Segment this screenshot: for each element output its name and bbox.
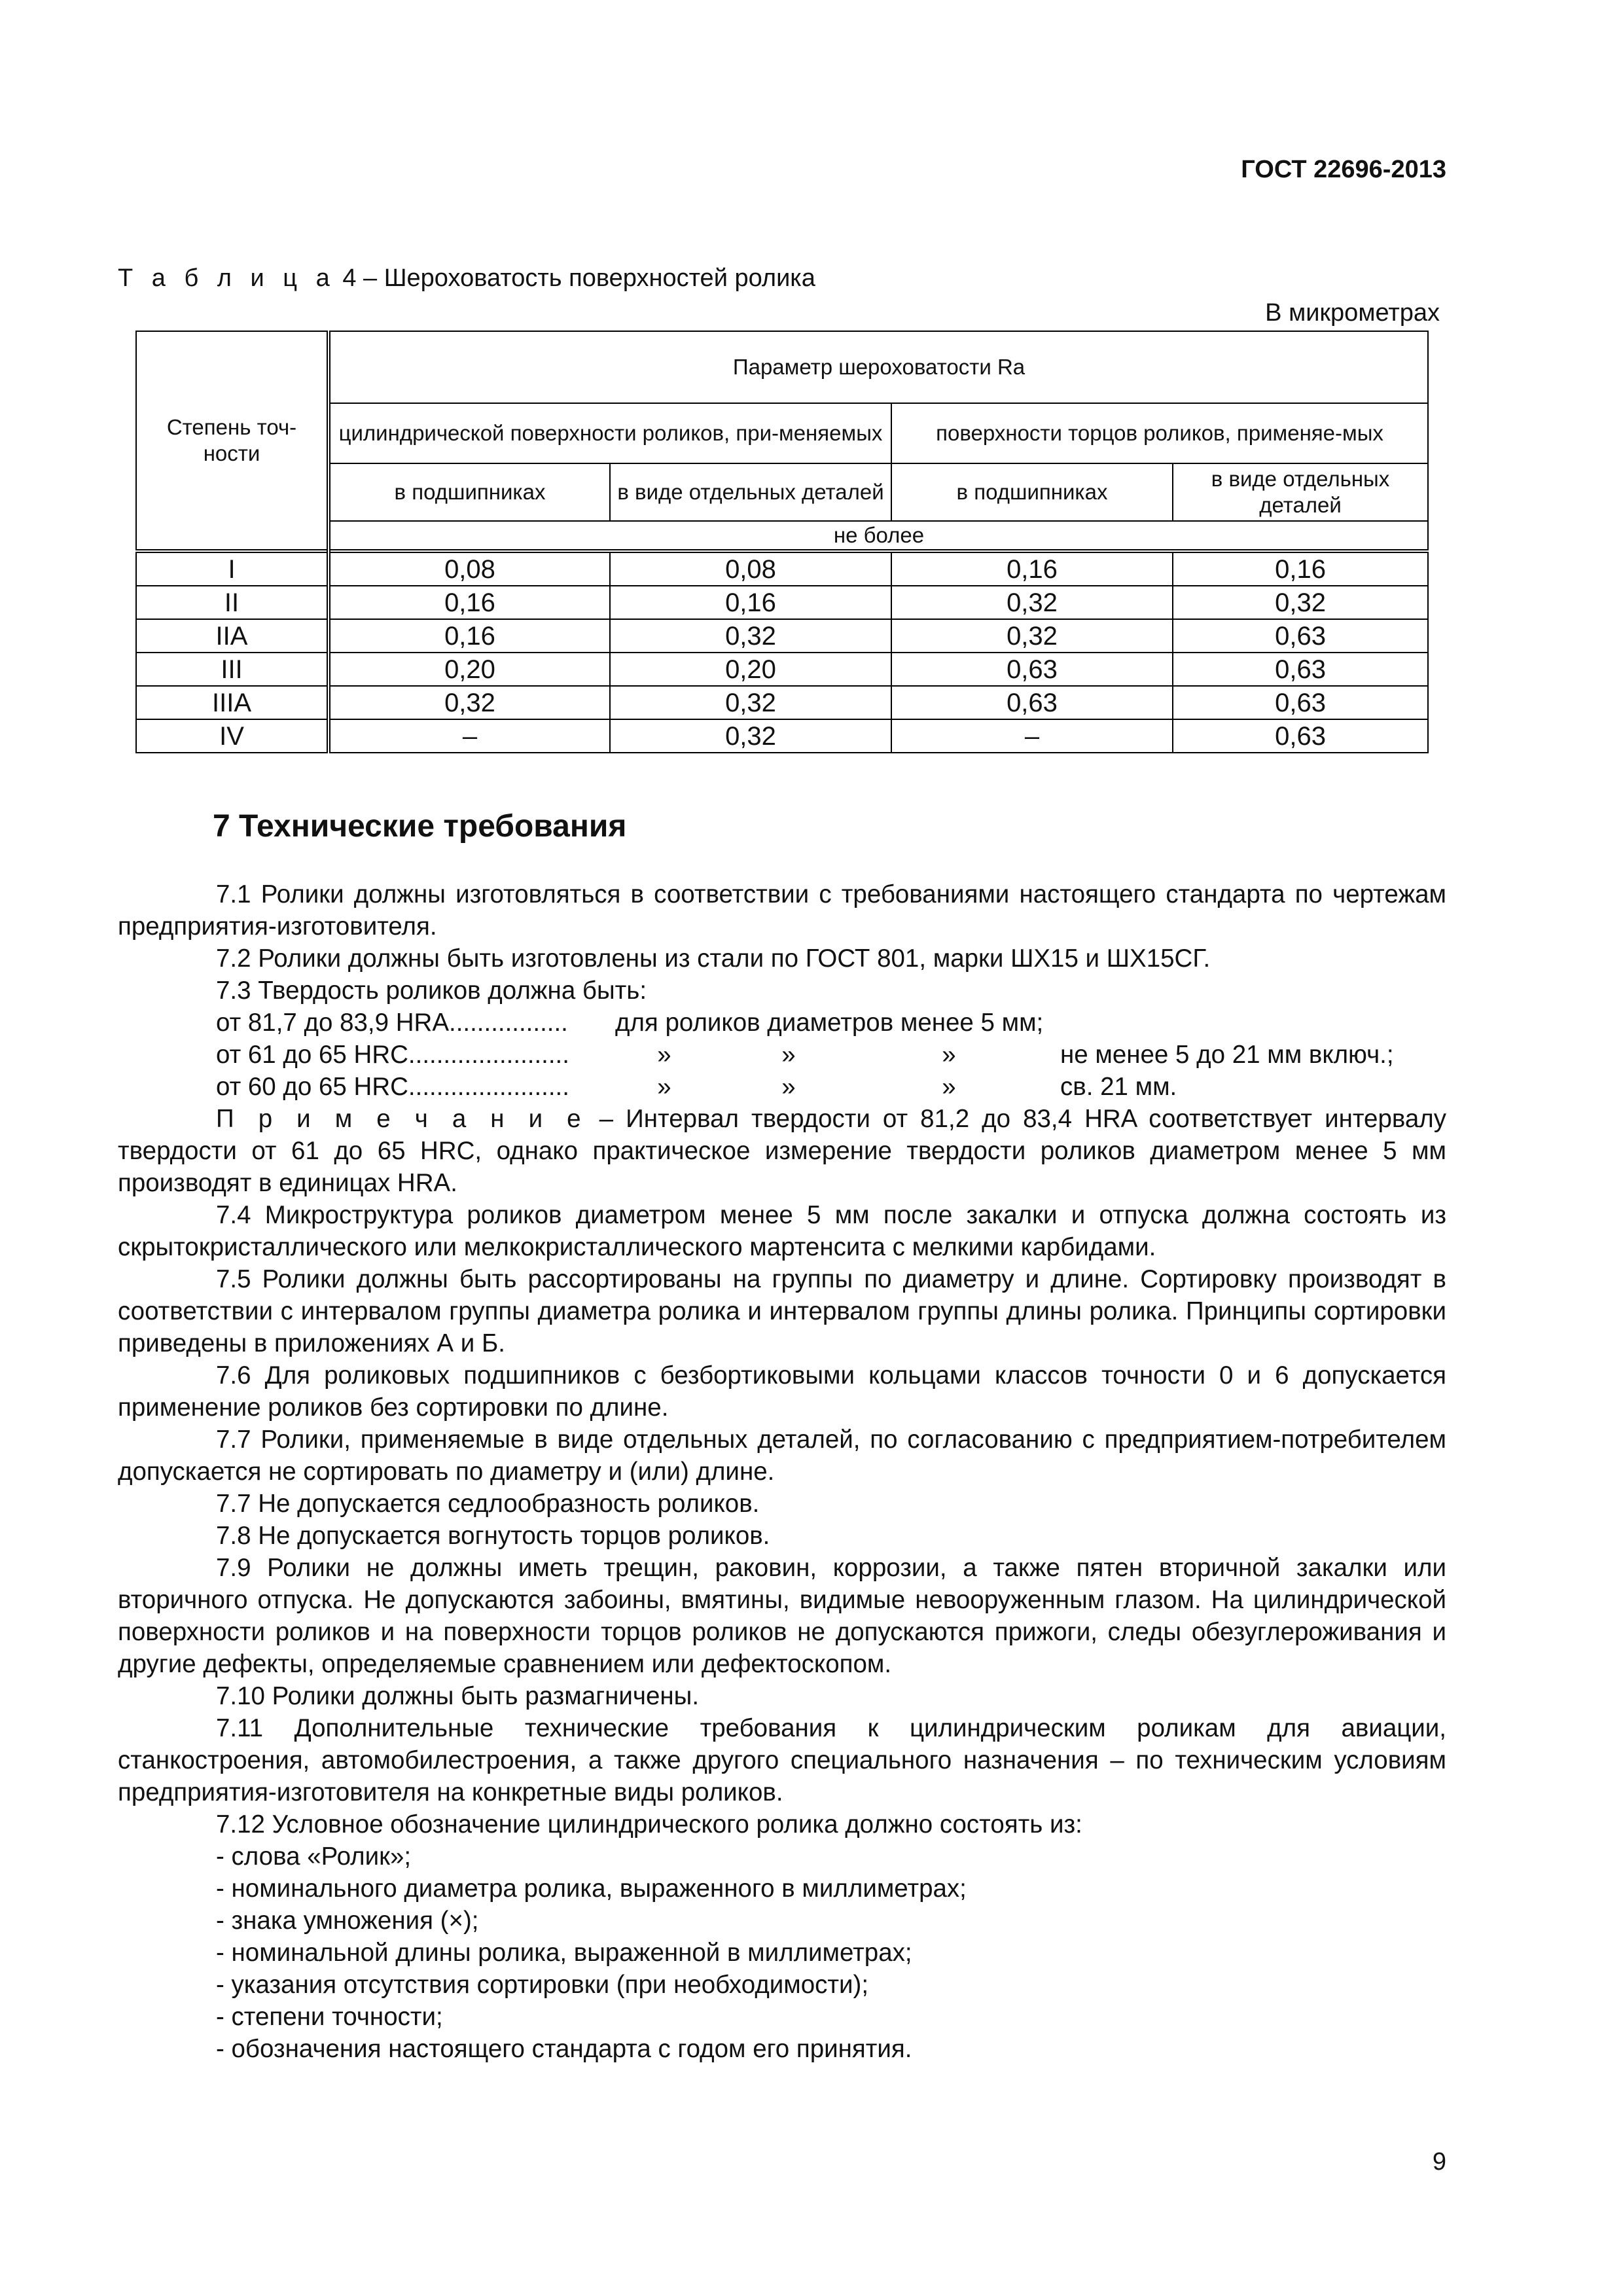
ditto-mark: » bbox=[781, 1041, 796, 1069]
cell-degree: IIA bbox=[136, 619, 329, 653]
cell-value: 0,32 bbox=[891, 619, 1173, 653]
hardness-row bbox=[118, 1039, 1446, 1071]
header-cylindrical: цилиндрической поверхности роликов, при-меняемых bbox=[329, 403, 891, 463]
hardness-condition: св. 21 мм. bbox=[1060, 1073, 1177, 1101]
cell-value: 0,16 bbox=[329, 619, 610, 653]
hardness-range: от 81,7 до 83,9 HRA................. bbox=[216, 1009, 568, 1037]
paragraph-7-5: 7.5 Ролики должны быть рассортированы на группы по диаметру и длине. Сортировку производят в соответствии с интервалом группы диаметра ролика и интервалом группы длины ролика. Принципы сортировки приведены в приложениях А и Б. bbox=[118, 1265, 1446, 1357]
table-row bbox=[136, 619, 1428, 653]
list-item: - номинального диаметра ролика, выраженного в миллиметрах; bbox=[216, 1874, 967, 1903]
ditto-mark: » bbox=[657, 1073, 671, 1101]
list-item: - степени точности; bbox=[216, 2003, 443, 2031]
table-row bbox=[136, 719, 1428, 753]
list-item: - знака умножения (×); bbox=[216, 1907, 479, 1935]
paragraph-7-2: 7.2 Ролики должны быть изготовлены из стали по ГОСТ 801, марки ШХ15 и ШХ15СГ. bbox=[216, 944, 1211, 973]
table-row bbox=[136, 686, 1428, 719]
cell-value: 0,63 bbox=[1173, 686, 1428, 719]
note-paragraph bbox=[118, 1103, 1446, 1199]
cell-value: 0,20 bbox=[610, 653, 891, 686]
cell-value: 0,32 bbox=[610, 686, 891, 719]
cell-value: – bbox=[891, 719, 1173, 753]
ditto-mark: » bbox=[942, 1041, 956, 1069]
document-number: ГОСТ 22696-2013 bbox=[1241, 156, 1446, 183]
paragraph-7-4: 7.4 Микроструктура роликов диаметром менее 5 мм после закалки и отпуска должна состоять из скрытокристаллического или мелкокристаллического мартенсита с мелкими карбидами. bbox=[118, 1201, 1446, 1261]
cell-value: 0,32 bbox=[1173, 586, 1428, 619]
paragraph-7-3: 7.3 Твердость роликов должна быть: bbox=[216, 977, 647, 1005]
cell-value: 0,16 bbox=[891, 551, 1173, 586]
hardness-range: от 60 до 65 HRC....................... bbox=[216, 1073, 569, 1101]
cell-value: 0,16 bbox=[610, 586, 891, 619]
header-face-bearing: в подшипниках bbox=[891, 463, 1173, 521]
section-body bbox=[118, 878, 1446, 2065]
cell-degree: IV bbox=[136, 719, 329, 753]
cell-value: 0,63 bbox=[1173, 619, 1428, 653]
cell-value: 0,63 bbox=[1173, 719, 1428, 753]
cell-value: 0,63 bbox=[891, 653, 1173, 686]
list-item: - слова «Ролик»; bbox=[216, 1842, 412, 1871]
list-item: - обозначения настоящего стандарта с годом его принятия. bbox=[216, 2035, 912, 2063]
header-cyl-bearing: в подшипниках bbox=[329, 463, 610, 521]
table-caption-prefix: Т а б л и ц а bbox=[118, 264, 336, 292]
header-cyl-separate: в виде отдельных деталей bbox=[610, 463, 891, 521]
paragraph-7-10: 7.10 Ролики должны быть размагничены. bbox=[216, 1682, 700, 1710]
cell-degree: I bbox=[136, 551, 329, 586]
cell-value: 0,63 bbox=[891, 686, 1173, 719]
ditto-mark: » bbox=[781, 1073, 796, 1101]
ditto-mark: » bbox=[657, 1041, 671, 1069]
header-not-more: не более bbox=[329, 521, 1428, 551]
cell-value: 0,32 bbox=[891, 586, 1173, 619]
header-face-separate: в виде отдельных деталей bbox=[1173, 463, 1428, 521]
cell-value: 0,32 bbox=[610, 619, 891, 653]
cell-degree: II bbox=[136, 586, 329, 619]
hardness-condition: не менее 5 до 21 мм включ.; bbox=[1060, 1041, 1394, 1069]
cell-degree: IIIA bbox=[136, 686, 329, 719]
page-number: 9 bbox=[1432, 2148, 1446, 2176]
note-text: – Интервал твердости от 81,2 до 83,4 HRA соответствует интервалу твердости от 61 до 65 HRC, однако практическое измерение твердости роликов диаметром менее 5 мм производят в единицах HRA. bbox=[118, 1105, 1447, 1197]
note-label: П р и м е ч а н и е bbox=[216, 1105, 587, 1133]
table-caption bbox=[118, 264, 815, 293]
cell-degree: III bbox=[136, 653, 329, 686]
list-item: - указания отсутствия сортировки (при необходимости); bbox=[216, 1971, 869, 1999]
cell-value: – bbox=[329, 719, 610, 753]
table-row bbox=[136, 551, 1428, 586]
paragraph-7-11: 7.11 Дополнительные технические требования к цилиндрическим роликам для авиации, станкостроения, автомобилестроения, а также другого специального назначения – по техническим условиям предприятия-изготовителя на конкретные виды роликов. bbox=[118, 1714, 1446, 1806]
cell-value: 0,08 bbox=[610, 551, 891, 586]
cell-value: 0,32 bbox=[329, 686, 610, 719]
header-param-group: Параметр шероховатости Ra bbox=[329, 331, 1428, 403]
cell-value: 0,20 bbox=[329, 653, 610, 686]
header-faces: поверхности торцов роликов, применяе-мых bbox=[891, 403, 1428, 463]
roughness-table bbox=[135, 331, 1429, 753]
table-caption-title: 4 – Шероховатость поверхностей ролика bbox=[342, 264, 815, 292]
cell-value: 0,08 bbox=[329, 551, 610, 586]
hardness-condition: для роликов диаметров менее 5 мм; bbox=[615, 1009, 1044, 1037]
cell-value: 0,16 bbox=[329, 586, 610, 619]
cell-value: 0,32 bbox=[610, 719, 891, 753]
paragraph-7-12: 7.12 Условное обозначение цилиндрического ролика должно состоять из: bbox=[216, 1810, 1082, 1839]
paragraph-7-1: 7.1 Ролики должны изготовляться в соответствии с требованиями настоящего стандарта по чертежам предприятия-изготовителя. bbox=[118, 880, 1446, 941]
hardness-range: от 61 до 65 HRC....................... bbox=[216, 1041, 569, 1069]
cell-value: 0,16 bbox=[1173, 551, 1428, 586]
table-row bbox=[136, 586, 1428, 619]
hardness-row bbox=[118, 1007, 1446, 1039]
list-item: - номинальной длины ролика, выраженной в миллиметрах; bbox=[216, 1939, 912, 1967]
header-degree: Степень точ-ности bbox=[136, 331, 329, 551]
ditto-mark: » bbox=[942, 1073, 956, 1101]
paragraph-7-7-saddle: 7.7 Не допускается седлообразность роликов. bbox=[216, 1490, 760, 1518]
paragraph-7-7: 7.7 Ролики, применяемые в виде отдельных деталей, по согласованию с предприятием-потребителем допускается не сортировать по диаметру и (или) длине. bbox=[118, 1426, 1446, 1486]
table-row bbox=[136, 653, 1428, 686]
hardness-row bbox=[118, 1071, 1446, 1103]
paragraph-7-8: 7.8 Не допускается вогнутость торцов роликов. bbox=[216, 1522, 770, 1550]
paragraph-7-9: 7.9 Ролики не должны иметь трещин, раковин, коррозии, а также пятен вторичной закалки или вторичного отпуска. Не допускаются забоины, вмятины, видимые невооруженным глазом. На цилиндрической поверхности роликов и на поверхности торцов роликов не допускаются прижоги, следы обезуглероживания и другие дефекты, определяемые сравнением или дефектоскопом. bbox=[118, 1554, 1446, 1678]
section-heading: 7 Технические требования bbox=[213, 809, 627, 844]
paragraph-7-6: 7.6 Для роликовых подшипников с безбортиковыми кольцами классов точности 0 и 6 допускается применение роликов без сортировки по длине. bbox=[118, 1361, 1446, 1422]
cell-value: 0,63 bbox=[1173, 653, 1428, 686]
table-units: В микрометрах bbox=[1265, 299, 1440, 327]
